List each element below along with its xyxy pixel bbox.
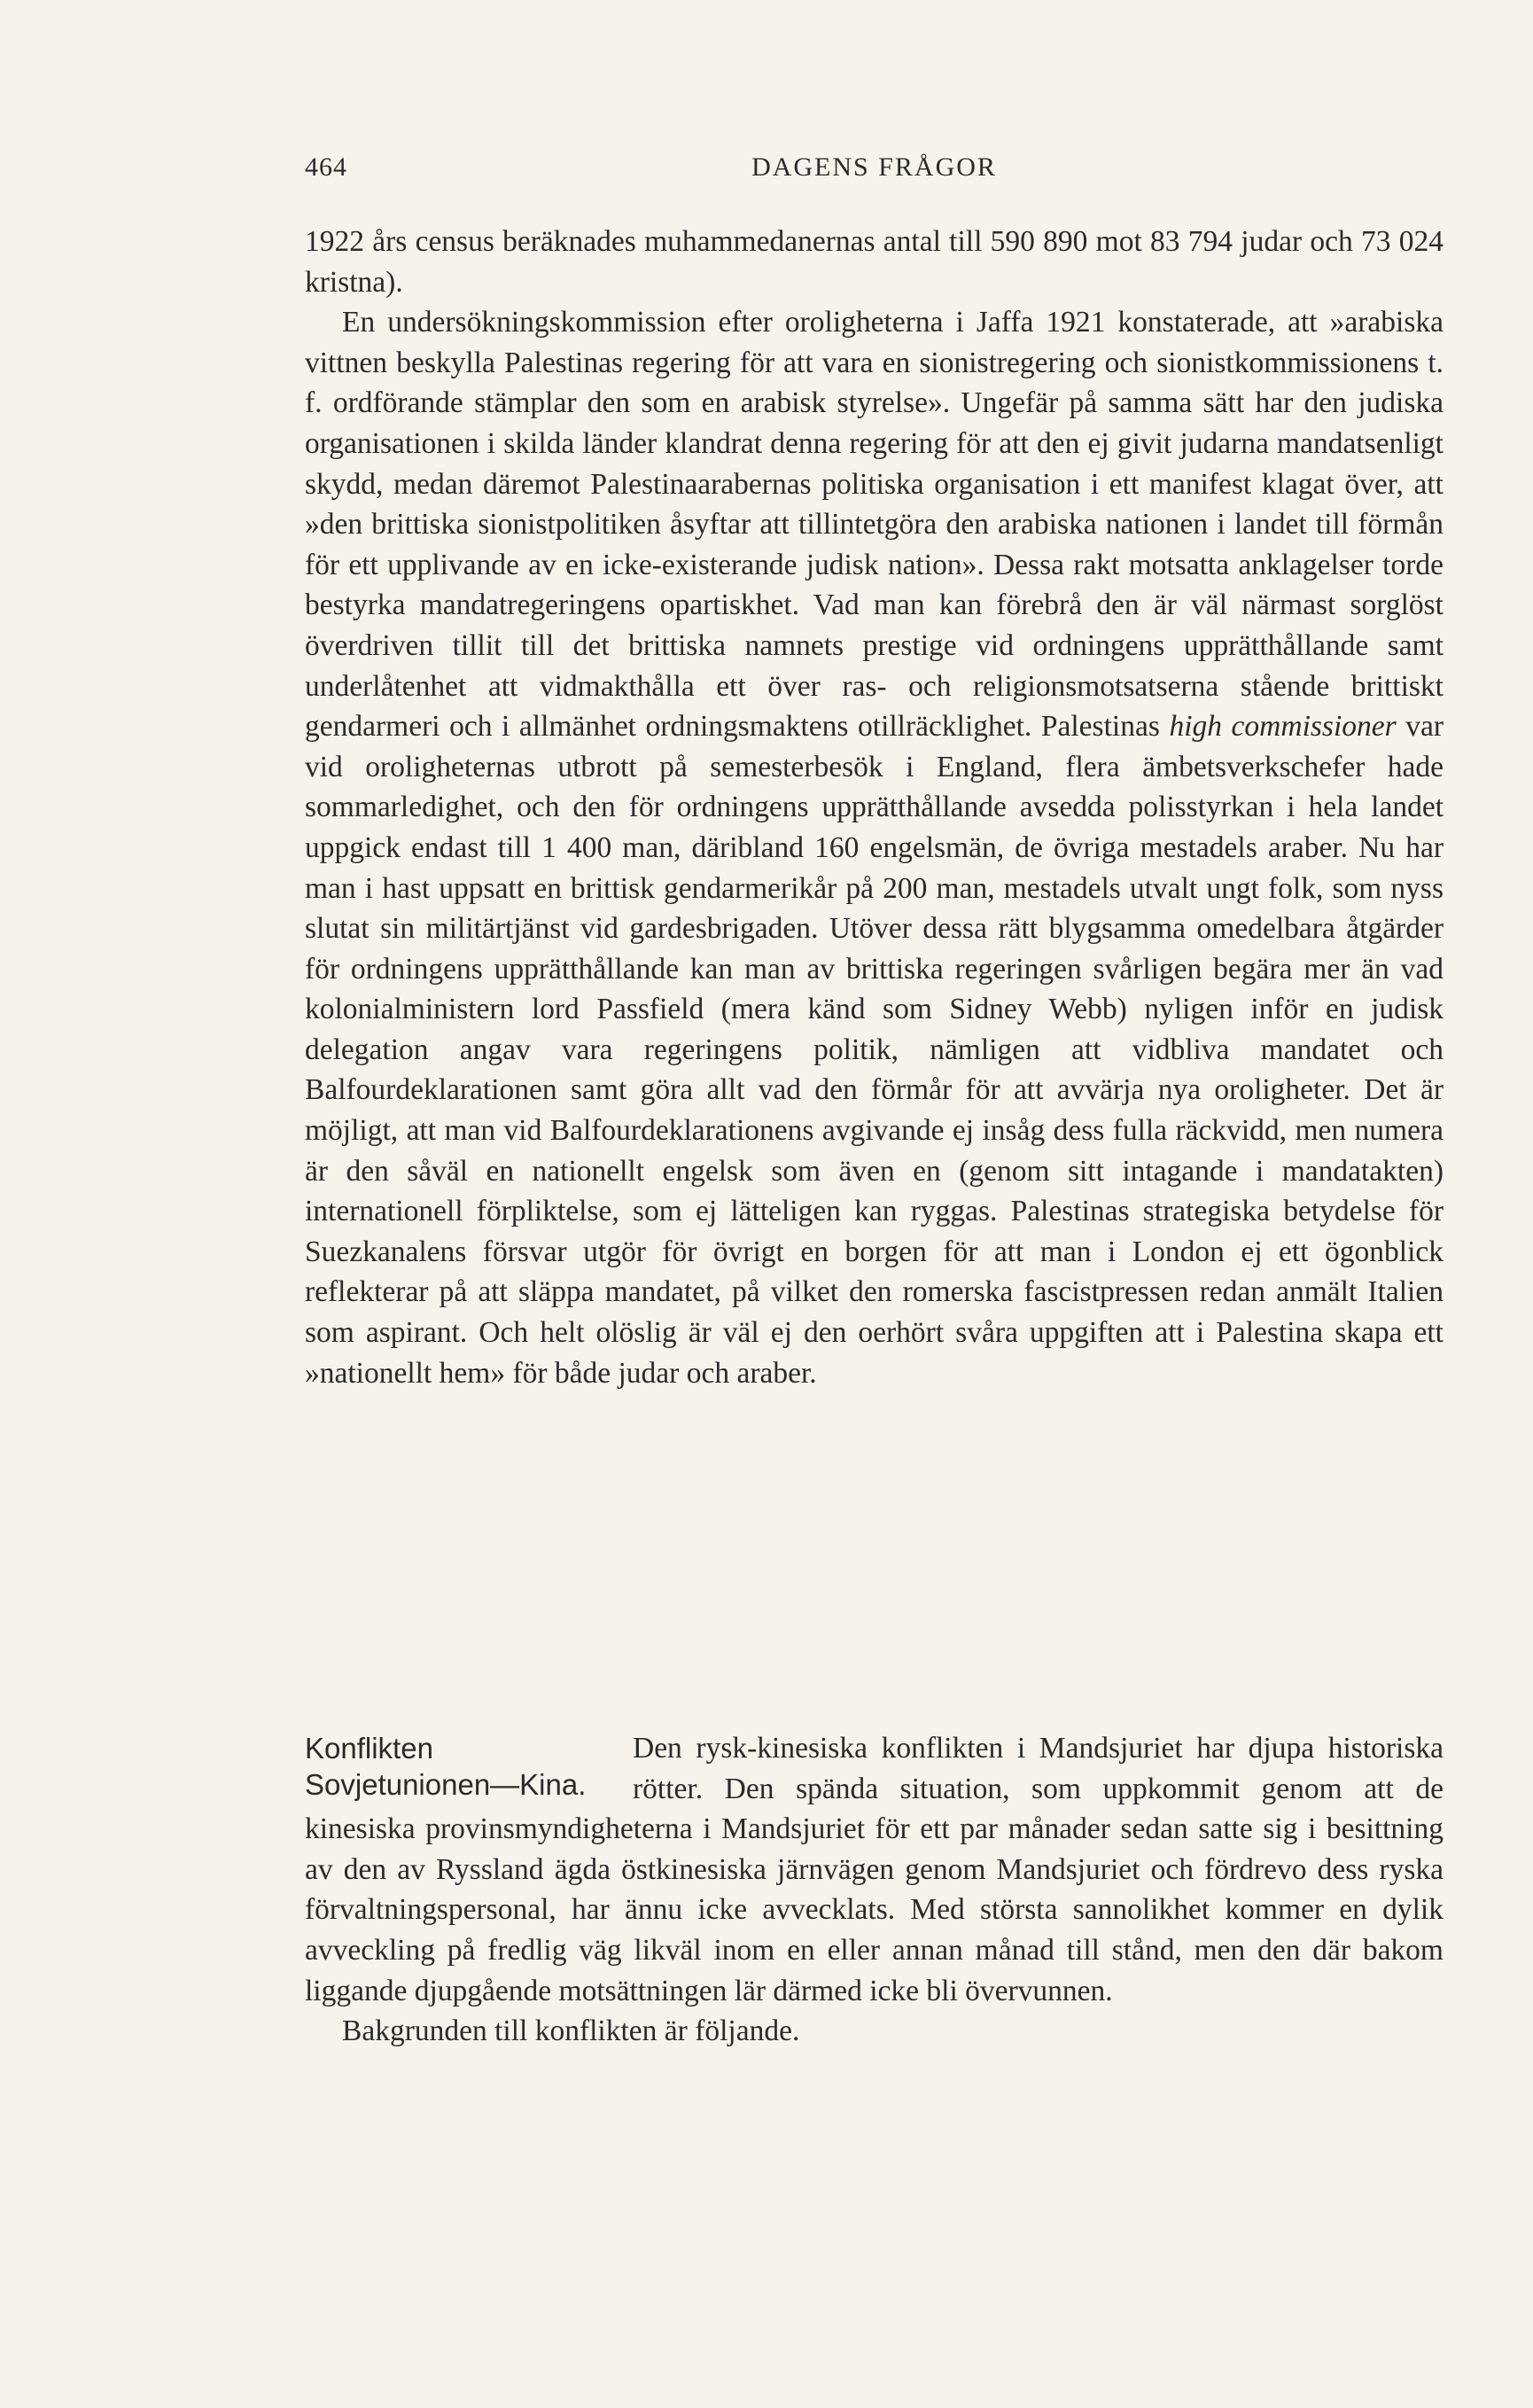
page-number: 464: [305, 152, 347, 182]
paragraph-commission-continuation: var vid oroligheternas utbrott på semesterbesök i England, flera ämbetsverkschefer hade sommarledighet, och den för ordningens upprätthållande avsedda polisstyrkan i hela landet uppgick endast till 1 400 man, däribland 160 engelsmän, de övriga mestadels araber. Nu har man i hast uppsatt en brittisk gendarmerikår på 200 man, mestadels utvalt ungt folk, som nyss slutat sin militärtjänst vid gardesbrigaden. Utöver dessa rätt blygsamma omedelbara åtgärder för ordningens upprätthållande kan man av brittiska regeringen svårligen begära mer än vad kolonialministern lord Passfield (mera känd som Sidney Webb) nyligen inför en judisk delegation angav vara regeringens politik, nämligen att vidbliva mandatet och Balfourdeklarationen samt göra allt vad den förmår för att avvärja nya oroligheter. Det är möjligt, att man vid Balfourdeklarationens avgivande ej insåg dess fulla räckvidd, men numera är den såväl en nationellt engelsk som även en (genom sitt intagande i mandatakten) internationell förpliktelse, som ej lätteligen kan ryggas. Palestinas strategiska betydelse för Suezkanalens försvar utgör för övrigt en borgen för att man i London ej ett ögonblick reflekterar på att släppa mandatet, på vilket den romerska fascistpressen redan anmält Italien som aspirant. Och helt olöslig är väl ej den oerhört svåra uppgiften att i Palestina skapa ett »nationellt hem» för både judar och araber.: [305, 710, 1444, 1390]
paragraph-census: 1922 års census beräknades muhammedanernas antal till 590 890 mot 83 794 judar och 73 024 kristna).: [305, 225, 1444, 299]
paragraph-commission-text: En undersökningskommission efter oroligheterna i Jaffa 1921 konstaterade, att »arabiska vittnen beskylla Palestinas regering för att vara en sionistregering och sionistkommissionens t. f. ordförande stämplar den som en arabisk styrelse». Ungefär på samma sätt har den judiska organisationen i skilda länder klandrat denna regering för att den ej givit judarna mandatsenligt skydd, medan däremot Palestinaarabernas politiska organisation i ett manifest klagat över, att »den brittiska sionistpolitiken åsyftar att tillintetgöra den arabiska nationen i landet till förmån för ett upplivande av en icke-existerande judisk nation». Dessa rakt motsatta anklagelser torde bestyrka mandatregeringens opartiskhet. Vad man kan förebrå den är väl närmast sorglöst överdriven tillit till det brittiska namnets prestige vid ordningens upprätthållande samt underlåtenhet att vidmakthålla ett över ras- och religionsmotsatserna stående brittiskt gendarmeri och i allmänhet ordningsmaktens otillräcklighet. Palestinas: [305, 306, 1444, 744]
main-text: [305, 222, 1444, 1393]
section-conflict: [305, 1728, 1444, 2052]
italic-phrase: high commissioner: [1169, 710, 1397, 744]
page-header: [305, 152, 1444, 188]
section-closing: Bakgrunden till konflikten är följande.: [342, 2014, 800, 2048]
paragraph-commission: [305, 302, 1444, 1393]
side-heading: Konflikten Sovjetunionen—Kina.: [305, 1732, 587, 1801]
running-title: DAGENS FRÅGOR: [751, 152, 997, 182]
section-body: Den rysk-kinesiska konflikten i Mandsjuriet har djupa historiska rötter. Den spända situation, som uppkommit genom att de kinesiska provinsmyndigheterna i Mandsjuriet för ett par månader sedan satte sig i besittning av den av Ryssland ägda östkinesiska järnvägen genom Mandsjuriet och fördrevo dess ryska förvaltningspersonal, har ännu icke avvecklats. Med största sannolikhet kommer en dylik avveckling på fredlig väg likväl inom en eller annan månad till stånd, men den där bakom liggande djupgående motsättningen lär därmed icke bli övervunnen.: [305, 1732, 1444, 2007]
